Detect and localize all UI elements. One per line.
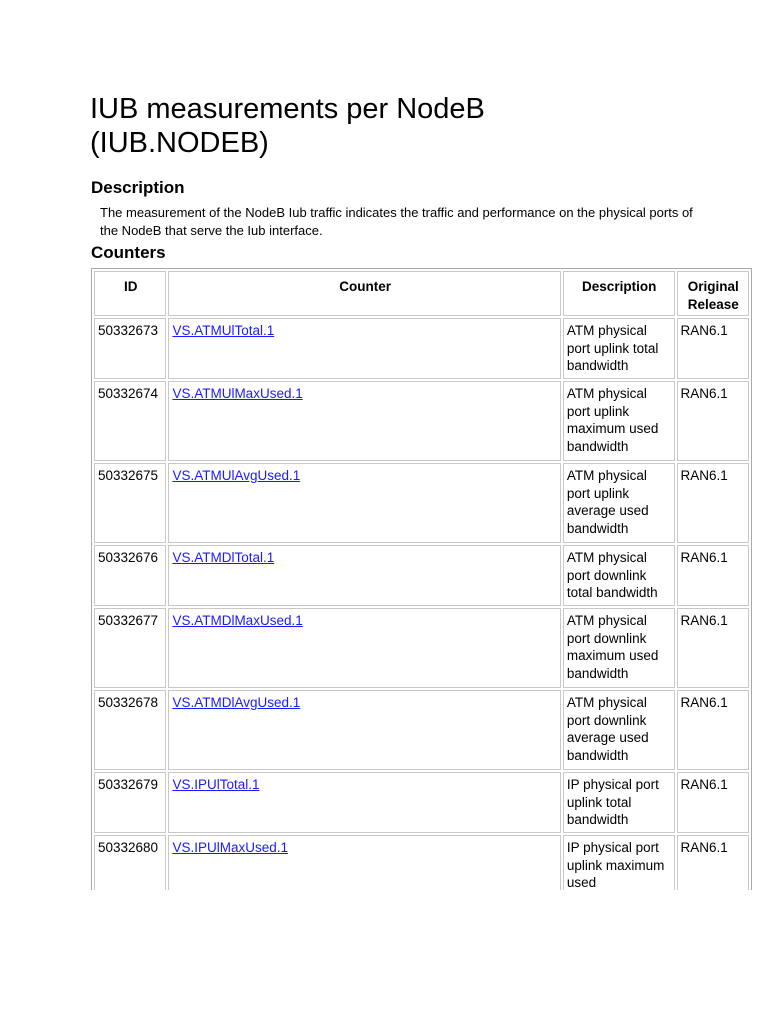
cell-counter xyxy=(168,381,560,461)
counter-link[interactable]: VS.ATMDlMaxUsed.1 xyxy=(172,613,303,628)
counter-link[interactable]: VS.ATMUlTotal.1 xyxy=(172,323,275,338)
cell-id: 50332678 xyxy=(94,690,166,770)
cell-description: IP physical port uplink total bandwidth xyxy=(563,772,675,833)
cell-counter xyxy=(168,318,560,379)
page-title xyxy=(90,92,690,160)
header-original-release: Original Release xyxy=(677,271,749,316)
cell-id: 50332679 xyxy=(94,772,166,833)
cell-id: 50332676 xyxy=(94,545,166,606)
counter-link[interactable]: VS.IPUlMaxUsed.1 xyxy=(172,840,288,855)
cell-description: ATM physical port uplink maximum used bandwidth xyxy=(563,381,675,461)
cell-id: 50332680 xyxy=(94,835,166,890)
counter-link[interactable]: VS.ATMUlAvgUsed.1 xyxy=(172,468,301,483)
cell-counter xyxy=(168,463,560,543)
counter-link[interactable]: VS.ATMDlTotal.1 xyxy=(172,550,275,565)
table-row xyxy=(94,690,749,770)
table-row xyxy=(94,545,749,606)
cell-counter xyxy=(168,545,560,606)
table-header-row xyxy=(94,271,749,316)
cell-description: ATM physical port uplink total bandwidth xyxy=(563,318,675,379)
header-id: ID xyxy=(94,271,166,316)
table-row xyxy=(94,772,749,833)
counter-link[interactable]: VS.ATMDlAvgUsed.1 xyxy=(172,695,301,710)
cell-id: 50332677 xyxy=(94,608,166,688)
page-title-line-1: IUB measurements per NodeB xyxy=(90,93,485,125)
table-row xyxy=(94,835,749,890)
page-title-line-2: (IUB.NODEB) xyxy=(90,127,269,159)
cell-id: 50332675 xyxy=(94,463,166,543)
cell-description: ATM physical port downlink average used bandwidth xyxy=(563,690,675,770)
cell-description: ATM physical port uplink average used bandwidth xyxy=(563,463,675,543)
header-description: Description xyxy=(563,271,675,316)
cell-release: RAN6.1 xyxy=(677,772,749,833)
cell-id: 50332674 xyxy=(94,381,166,461)
table-row xyxy=(94,381,749,461)
counters-table-container xyxy=(91,268,752,890)
counter-link[interactable]: VS.ATMUlMaxUsed.1 xyxy=(172,386,303,401)
cell-description: IP physical port uplink maximum used xyxy=(563,835,675,890)
cell-release: RAN6.1 xyxy=(677,381,749,461)
table-row xyxy=(94,463,749,543)
cell-counter xyxy=(168,608,560,688)
counters-heading: Counters xyxy=(91,243,166,262)
cell-counter xyxy=(168,690,560,770)
cell-id: 50332673 xyxy=(94,318,166,379)
counter-link[interactable]: VS.IPUlTotal.1 xyxy=(172,777,260,792)
cell-release: RAN6.1 xyxy=(677,608,749,688)
cell-release: RAN6.1 xyxy=(677,690,749,770)
cell-counter xyxy=(168,835,560,890)
description-text: The measurement of the NodeB Iub traffic indicates the traffic and performance on the physical ports of the NodeB that serve the Iub interface. xyxy=(100,205,693,238)
cell-counter xyxy=(168,772,560,833)
cell-release: RAN6.1 xyxy=(677,463,749,543)
header-counter: Counter xyxy=(168,271,560,316)
cell-description: ATM physical port downlink total bandwidth xyxy=(563,545,675,606)
table-row xyxy=(94,608,749,688)
description-heading: Description xyxy=(91,178,185,197)
cell-release: RAN6.1 xyxy=(677,318,749,379)
counters-table xyxy=(92,269,751,890)
cell-description: ATM physical port downlink maximum used bandwidth xyxy=(563,608,675,688)
cell-release: RAN6.1 xyxy=(677,835,749,890)
cell-release: RAN6.1 xyxy=(677,545,749,606)
table-row xyxy=(94,318,749,379)
